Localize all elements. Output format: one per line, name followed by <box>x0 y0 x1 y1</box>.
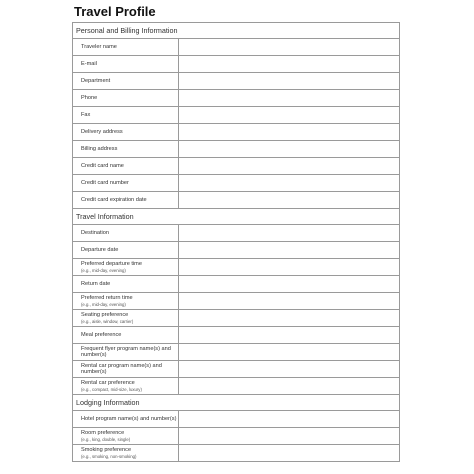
field-hint: (e.g., mid-day, evening) <box>81 267 126 273</box>
field-hint: (e.g., compact, mid-size, luxury) <box>81 386 142 392</box>
form-row <box>72 293 400 310</box>
field-label <box>73 428 179 444</box>
form-row <box>72 445 400 462</box>
travel-profile-form <box>72 22 400 462</box>
form-row <box>72 175 400 192</box>
field-label <box>73 73 179 89</box>
form-row <box>72 90 400 107</box>
field-label-text: Billing address <box>81 145 118 152</box>
field-label <box>73 141 179 157</box>
field-label <box>73 192 179 208</box>
field-label-text: Traveler name <box>81 43 117 50</box>
field-value-cell[interactable] <box>179 90 399 106</box>
field-label <box>73 225 179 241</box>
form-row <box>72 107 400 124</box>
form-row <box>72 242 400 259</box>
field-label-text: Preferred departure time <box>81 261 142 268</box>
field-label-text: Credit card number <box>81 179 129 186</box>
field-value-cell[interactable] <box>179 124 399 140</box>
field-hint: (e.g., aisle, window, carrier) <box>81 318 134 324</box>
field-value-cell[interactable] <box>179 411 399 427</box>
field-label-text: Credit card name <box>81 162 124 169</box>
form-row <box>72 361 400 378</box>
field-label <box>73 259 179 275</box>
field-label-text: Departure date <box>81 246 119 253</box>
form-row <box>72 344 400 361</box>
field-label <box>73 293 179 309</box>
form-row <box>72 428 400 445</box>
form-row <box>72 411 400 428</box>
field-label-text: Hotel program name(s) and number(s) <box>81 415 177 422</box>
field-hint: (e.g., mid-day, evening) <box>81 301 126 307</box>
field-value-cell[interactable] <box>179 445 399 461</box>
field-value-cell[interactable] <box>179 175 399 191</box>
field-value-cell[interactable] <box>179 242 399 258</box>
field-label <box>73 276 179 292</box>
form-row <box>72 276 400 293</box>
form-row <box>72 141 400 158</box>
field-label-text: Department <box>81 77 111 84</box>
field-value-cell[interactable] <box>179 310 399 326</box>
form-row <box>72 39 400 56</box>
field-label-text: Preferred return time <box>81 295 133 302</box>
field-label-text: Destination <box>81 229 109 236</box>
form-row <box>72 225 400 242</box>
field-value-cell[interactable] <box>179 225 399 241</box>
field-label <box>73 39 179 55</box>
field-value-cell[interactable] <box>179 73 399 89</box>
field-value-cell[interactable] <box>179 259 399 275</box>
field-label <box>73 242 179 258</box>
form-row <box>72 310 400 327</box>
field-label <box>73 158 179 174</box>
field-label <box>73 107 179 123</box>
field-label <box>73 175 179 191</box>
field-value-cell[interactable] <box>179 39 399 55</box>
field-label-text: Rental car preference <box>81 380 135 387</box>
form-row <box>72 158 400 175</box>
field-value-cell[interactable] <box>179 192 399 208</box>
field-value-cell[interactable] <box>179 428 399 444</box>
field-label-text: Smoking preference <box>81 447 132 454</box>
field-label <box>73 90 179 106</box>
field-value-cell[interactable] <box>179 361 399 377</box>
field-label-text: Frequent flyer program name(s) and number(s) <box>81 345 171 358</box>
field-value-cell[interactable] <box>179 327 399 343</box>
field-label-text: Credit card expiration date <box>81 196 147 203</box>
field-value-cell[interactable] <box>179 107 399 123</box>
field-label-text: Fax <box>81 111 91 118</box>
form-row <box>72 73 400 90</box>
field-label <box>73 378 179 394</box>
field-label-text: Rental car program name(s) and number(s) <box>81 362 162 375</box>
field-label <box>73 56 179 72</box>
form-row <box>72 327 400 344</box>
field-hint: (e.g., smoking, non-smoking) <box>81 453 137 459</box>
field-value-cell[interactable] <box>179 378 399 394</box>
field-label <box>73 344 179 360</box>
field-value-cell[interactable] <box>179 276 399 292</box>
field-label <box>73 361 179 377</box>
field-label-text: Delivery address <box>81 128 123 135</box>
field-label <box>73 124 179 140</box>
field-label-text: Room preference <box>81 430 125 437</box>
page-title: Travel Profile <box>74 4 156 19</box>
field-value-cell[interactable] <box>179 344 399 360</box>
field-label-text: Seating preference <box>81 312 129 319</box>
field-label <box>73 310 179 326</box>
field-label-text: Return date <box>81 280 111 287</box>
field-value-cell[interactable] <box>179 141 399 157</box>
form-row <box>72 56 400 73</box>
section-heading: Personal and Billing Information <box>72 23 400 39</box>
field-hint: (e.g., king, double, single) <box>81 436 131 442</box>
form-row <box>72 378 400 395</box>
field-label <box>73 411 179 427</box>
field-label <box>73 445 179 461</box>
section-heading: Travel Information <box>72 209 400 225</box>
field-value-cell[interactable] <box>179 158 399 174</box>
section-heading: Lodging Information <box>72 395 400 411</box>
field-value-cell[interactable] <box>179 293 399 309</box>
field-value-cell[interactable] <box>179 56 399 72</box>
field-label-text: Meal preference <box>81 331 122 338</box>
field-label-text: E-mail <box>81 60 97 67</box>
field-label-text: Phone <box>81 94 98 101</box>
form-row <box>72 124 400 141</box>
field-label <box>73 327 179 343</box>
form-row <box>72 192 400 209</box>
form-row <box>72 259 400 276</box>
